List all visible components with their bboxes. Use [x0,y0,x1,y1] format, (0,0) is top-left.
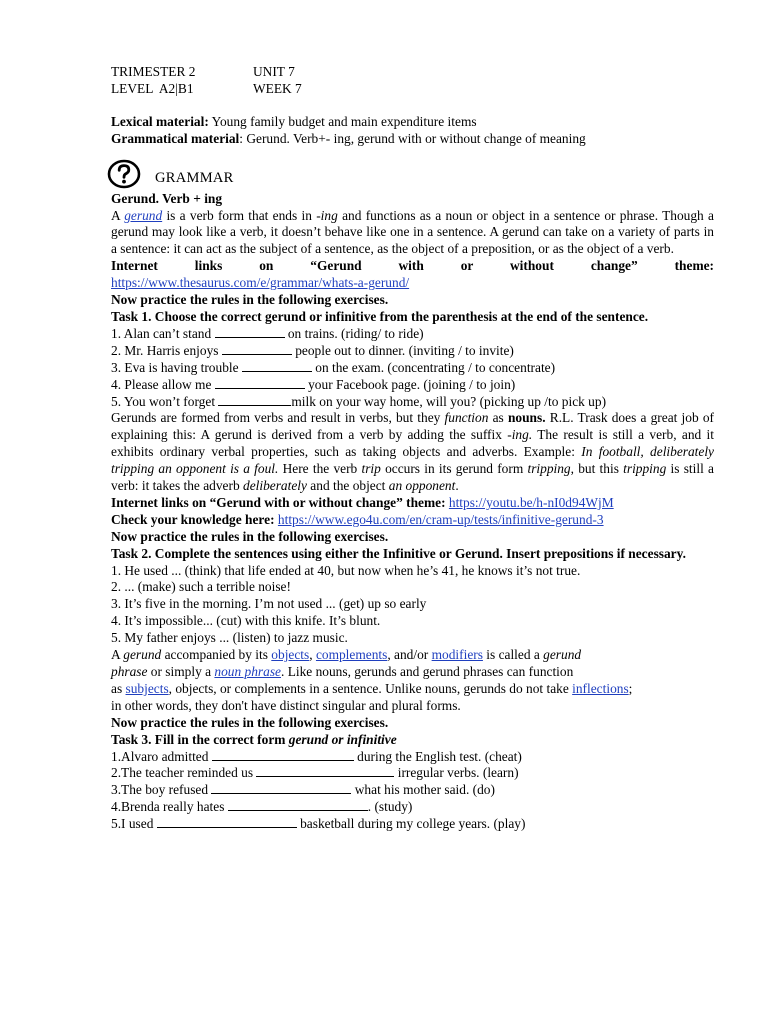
task3-list [111,749,714,834]
intro-text: and functions as a noun or object in a sentence or phrase. Though a gerund may look like a verb, it doesn’t behave like one in a sentence. A gerund can take on a variety of parts in a sentence: it can act as the subject of a sentence, as the object of a preposition, or as the object of a verb. [111,207,714,257]
internet-links-video [111,495,714,512]
answer-blank[interactable] [256,765,394,777]
task3-title: Task 3. Fill in the correct form gerund or infinitive [111,731,397,747]
list-item: 5. My father enjoys ... (listen) to jazz music. [111,630,348,646]
noun-phrase-link[interactable]: noun phrase [214,664,281,679]
list-item: 1.Alvaro admitted during the English test. (cheat) [111,748,522,764]
lexical-label: Lexical material: [111,113,209,129]
week: WEEK 7 [253,80,302,96]
list-item: 2.The teacher reminded us irregular verbs. (learn) [111,765,519,781]
lexical-text: Young family budget and main expenditure items [208,113,477,129]
list-item: 5. You won’t forget milk on your way home, will you? (picking up /to pick up) [111,393,607,409]
header-row-2 [111,81,714,98]
gerund-phrase-paragraph: A gerund accompanied by its objects, complements, and/or modifiers is called a gerund phrase or simply a noun phrase. Like nouns, gerunds and gerund phrases can function as subjects, objects, or complements in a sentence. Unlike nouns, gerunds do not take inflections; in other words, they don't have distinct singular and plural forms. [111,647,633,713]
grammar-title: Gerund. Verb + ing [111,190,223,206]
check-knowledge [111,512,714,529]
practice-note-3: Now practice the rules in the following exercises. [111,714,389,730]
list-item: 5.I used basketball during my college years. (play) [111,816,526,832]
list-item: 3. Eva is having trouble on the exam. (concentrating / to concentrate) [111,359,556,375]
answer-blank[interactable] [157,816,297,828]
answer-blank[interactable] [222,343,292,355]
check-label: Check your knowledge here: [111,511,275,527]
lexical-material [111,114,714,131]
internet-links-label: Internet links on “Gerund with or without change” theme: [111,258,714,274]
intro-text: is a verb form that ends in [162,207,317,223]
answer-blank[interactable] [212,749,354,761]
modifiers-link[interactable]: modifiers [431,647,483,663]
list-item: 4. Please allow me your Facebook page. (joining / to join) [111,376,516,392]
list-item: 4. It’s impossible... (cut) with this knife. It’s blunt. [111,613,381,629]
grammatical-material [111,131,714,148]
intro-paragraph [111,208,714,259]
grammatical-label: Grammatical material [111,130,240,146]
gerund-link[interactable]: gerund [124,207,163,223]
task1-title: Task 1. Choose the correct gerund or infinitive from the parenthesis at the end of the sentence. [111,308,649,324]
complements-link[interactable]: complements [315,647,388,663]
list-item: 3.The boy refused what his mother said. (do) [111,782,495,798]
task2-title: Task 2. Complete the sentences using either the Infinitive or Gerund. Insert prepositions if necessary. [111,545,686,561]
level: LEVEL A2|B1 [111,80,194,96]
answer-blank[interactable] [215,377,305,389]
internet-links-label: Internet links on “Gerund with or without change” theme: [111,494,446,510]
ego4u-link[interactable]: https://www.ego4u.com/en/cram-up/tests/infinitive-gerund-3 [277,511,604,527]
answer-blank[interactable] [228,799,368,811]
list-item: 2. Mr. Harris enjoys people out to dinner. (inviting / to invite) [111,342,514,358]
inflections-link[interactable]: inflections [572,680,629,696]
answer-blank[interactable] [215,326,285,338]
subjects-link[interactable]: subjects [125,680,169,696]
list-item: 1. He used ... (think) that life ended at 40, but now when he’s 41, he knows it’s not true. [111,562,581,578]
list-item: 3. It’s five in the morning. I’m not used ... (get) up so early [111,596,427,612]
header-row-1 [111,64,714,81]
grammatical-text: : Gerund. Verb+- ing, gerund with or without change of meaning [239,130,586,146]
thesaurus-link[interactable]: https://www.thesaurus.com/e/grammar/whats-a-gerund/ [111,275,410,291]
grammar-heading [111,157,714,191]
intro-text: A [111,207,125,223]
answer-blank[interactable] [242,360,312,372]
answer-blank[interactable] [211,782,351,794]
task2-list [111,563,714,648]
question-circle-icon [107,159,141,189]
answer-blank[interactable] [218,394,291,406]
grammar-label: GRAMMAR [155,170,234,187]
task1-list [111,326,714,411]
list-item: 1. Alan can’t stand on trains. (riding/ to ride) [111,325,424,341]
list-item: 4.Brenda really hates . (study) [111,799,413,815]
practice-note-2: Now practice the rules in the following exercises. [111,528,389,544]
trimester: TRIMESTER 2 [111,64,196,79]
worksheet [111,64,714,833]
objects-link[interactable]: objects [271,647,310,663]
list-item: 2. ... (make) such a terrible noise! [111,579,291,595]
intro-ing: -ing [316,207,338,223]
unit: UNIT 7 [253,64,295,79]
youtube-link[interactable]: https://youtu.be/h-nI0d94WjM [448,494,614,510]
practice-note-1: Now practice the rules in the following exercises. [111,292,389,308]
gerund-explanation-paragraph: Gerunds are formed from verbs and result in verbs, but they function as nouns. R.L. Trask does a great job of explaining this: A gerund is derived from a verb by adding the suffix -ing. The result is still a verb, and it exhibits ordinary verbal properties, such as taking objects and adverbs. Example: In football, deliberately tripping an opponent is a foul. Here the verb trip occurs in its gerund form tripping, but this tripping is still a verb: it takes the adverb deliberately and the object an opponent. [111,410,715,494]
